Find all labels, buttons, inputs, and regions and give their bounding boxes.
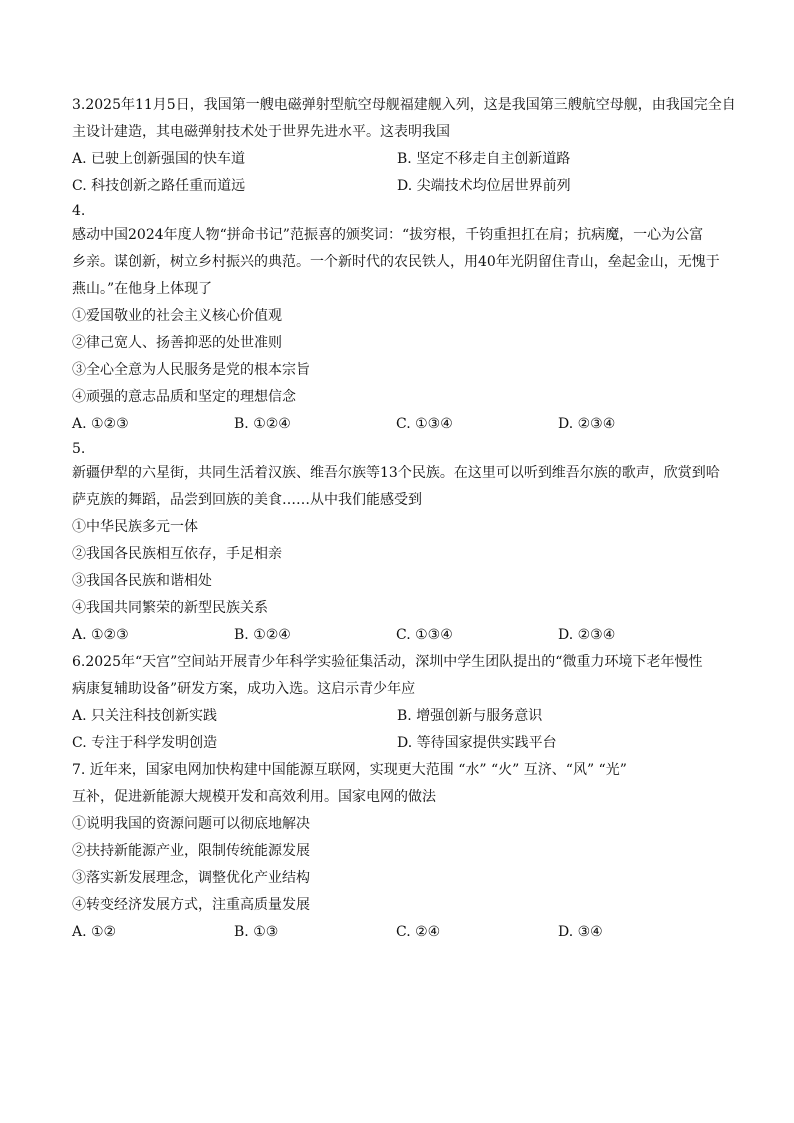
option-b: B. ①②④ — [234, 627, 291, 643]
option-a: A. ①②③ — [72, 416, 129, 432]
option-c: C. ②④ — [396, 924, 441, 940]
statement: ③我国各民族和谐相处 — [72, 573, 212, 589]
option-a: A. ①②③ — [72, 627, 129, 643]
option-a: A. ①② — [72, 924, 117, 940]
option-c: C. ①③④ — [396, 627, 453, 643]
question-7 — [72, 757, 722, 946]
question-number: 4. — [72, 203, 86, 219]
option-c: C. 科技创新之路任重而道远 — [72, 178, 246, 194]
statement: ③落实新发展理念，调整优化产业结构 — [72, 870, 310, 886]
option-d: D. ②③④ — [558, 416, 616, 432]
option-a: A. 只关注科技创新实践 — [72, 708, 218, 724]
question-7-stem-line: 互补，促进新能源大规模开发和高效利用。国家电网的做法 — [72, 789, 436, 805]
question-4 — [72, 200, 722, 438]
question-6-stem-line: 病康复辅助设备”研发方案，成功入选。这启示青少年应 — [72, 681, 416, 697]
question-6 — [72, 649, 722, 757]
option-b: B. 坚定不移走自主创新道路 — [397, 151, 571, 167]
question-3-stem-line: 3.2025年11月5日，我国第一艘电磁弹射型航空母舰福建舰入列，这是我国第三艘航空母舰，由我国完全自 — [72, 97, 736, 113]
option-a: A. 已驶上创新强国的快车道 — [72, 151, 246, 167]
option-d: D. 尖端技术均位居世界前列 — [397, 178, 571, 194]
statement: ③全心全意为人民服务是党的根本宗旨 — [72, 362, 310, 378]
option-d: D. ③④ — [558, 924, 603, 940]
question-4-options — [72, 411, 722, 438]
option-c: C. 专注于科学发明创造 — [72, 735, 218, 751]
question-7-options — [72, 919, 722, 946]
question-7-stem-line: 7. 近年来，国家电网加快构建中国能源互联网，实现更大范围 “水” “火” 互济、“风” “光” — [72, 762, 627, 778]
question-3-options — [72, 146, 722, 173]
statement: ②我国各民族相互依存，手足相亲 — [72, 546, 282, 562]
question-3-options — [72, 173, 722, 200]
statement: ④转变经济发展方式，注重高质量发展 — [72, 897, 310, 913]
question-3-stem-line: 主设计建造，其电磁弹射技术处于世界先进水平。这表明我国 — [72, 124, 450, 140]
option-b: B. ①③ — [234, 924, 279, 940]
statement: ④我国共同繁荣的新型民族关系 — [72, 600, 268, 616]
question-6-stem-line: 6.2025年“天宫”空间站开展青少年科学实验征集活动，深圳中学生团队提出的“微重力环境下老年慢性 — [72, 654, 703, 670]
question-6-options — [72, 703, 722, 730]
statement: ①中华民族多元一体 — [72, 519, 198, 535]
statement: ①说明我国的资源问题可以彻底地解决 — [72, 816, 310, 832]
option-b: B. ①②④ — [234, 416, 291, 432]
option-c: C. ①③④ — [396, 416, 453, 432]
statement: ②律己宽人、扬善抑恶的处世准则 — [72, 335, 282, 351]
question-3 — [72, 92, 736, 200]
question-5 — [72, 438, 722, 649]
statement: ②扶持新能源产业，限制传统能源发展 — [72, 843, 310, 859]
exam-page — [72, 92, 736, 946]
question-4-stem-line: 乡亲。谋创新，树立乡村振兴的典范。一个新时代的农民铁人，用40年光阴留住青山，垒起金山，无愧于 — [72, 254, 720, 270]
option-b: B. 增强创新与服务意识 — [397, 708, 543, 724]
question-6-options — [72, 730, 722, 757]
question-5-options — [72, 622, 722, 649]
question-number: 5. — [72, 441, 86, 457]
question-5-stem-line: 新疆伊犁的六星街，共同生活着汉族、维吾尔族等13个民族。在这里可以听到维吾尔族的歌声，欣赏到哈 — [72, 465, 720, 481]
option-d: D. 等待国家提供实践平台 — [397, 735, 557, 751]
question-5-stem-line: 萨克族的舞蹈，品尝到回族的美食……从中我们能感受到 — [72, 492, 422, 508]
question-4-stem-line: 感动中国2024年度人物“拼命书记”范振喜的颁奖词：“拔穷根，千钧重担扛在肩；抗病魔，一心为公富 — [72, 227, 704, 243]
statement: ④顽强的意志品质和坚定的理想信念 — [72, 389, 296, 405]
option-d: D. ②③④ — [558, 627, 616, 643]
statement: ①爱国敬业的社会主义核心价值观 — [72, 308, 282, 324]
question-4-stem-line: 燕山。”在他身上体现了 — [72, 281, 213, 297]
